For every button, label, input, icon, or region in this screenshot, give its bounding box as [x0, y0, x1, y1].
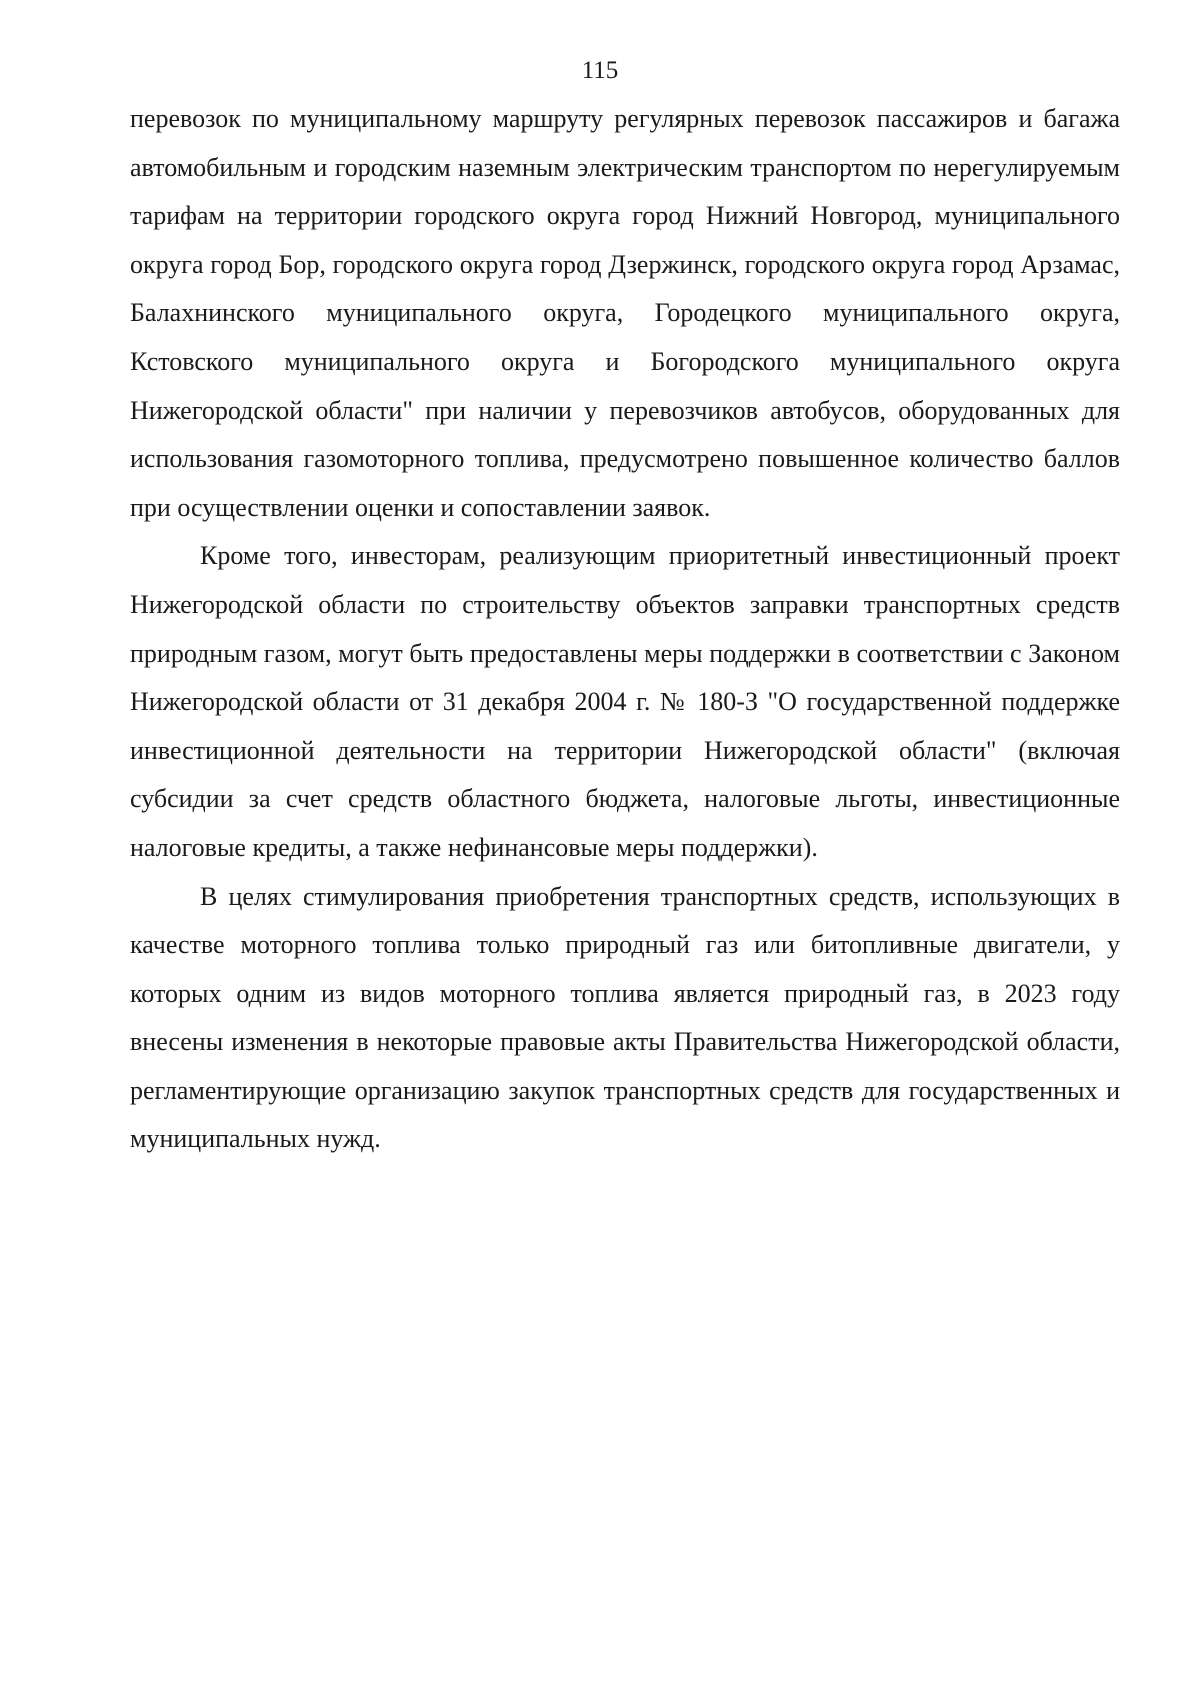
- page-number: 115: [581, 57, 619, 84]
- paragraph-continuation: перевозок по муниципальному маршруту регулярных перевозок пассажиров и багажа автомобильным и городским наземным электрическим транспортом по нерегулируемым тарифам на территории городского округа город Нижний Новгород, муниципального округа город Бор, городского округа город Дзержинск, городского округа город Арзамас, Балахнинского муниципального округа, Городецкого муниципального округа, Кстовского муниципального округа и Богородского муниципального округа Нижегородской области" при наличии у перевозчиков автобусов, оборудованных для использования газомоторного топлива, предусмотрено повышенное количество баллов при осуществлении оценки и сопоставлении заявок.: [130, 104, 1120, 522]
- paragraph-procurement-changes: В целях стимулирования приобретения транспортных средств, использующих в качестве моторного топлива только природный газ или битопливные двигатели, у которых одним из видов моторного топлива является природный газ, в 2023 году внесены изменения в некоторые правовые акты Правительства Нижегородской области, регламентирующие организацию закупок транспортных средств для государственных и муниципальных нужд.: [130, 881, 1120, 1154]
- document-body: [130, 95, 1120, 1164]
- paragraph-investor-support: Кроме того, инвесторам, реализующим приоритетный инвестиционный проект Нижегородской области по строительству объектов заправки транспортных средств природным газом, могут быть предоставлены меры поддержки в соответствии с Законом Нижегородской области от 31 декабря 2004 г. № 180-З "О государственной поддержке инвестиционной деятельности на территории Нижегородской области" (включая субсидии за счет средств областного бюджета, налоговые льготы, инвестиционные налоговые кредиты, а также нефинансовые меры поддержки).: [130, 541, 1120, 862]
